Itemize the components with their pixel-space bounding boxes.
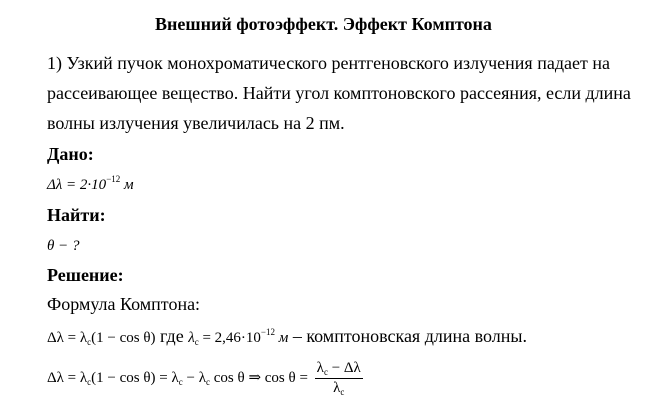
compton-formula-line (47, 326, 527, 348)
given-lhs: Δλ = 2·10 (47, 177, 107, 193)
find-heading: Найти: (47, 205, 106, 225)
given-heading: Дано: (47, 144, 94, 164)
problem-text-line-2: рассеивающее вещество. Найти угол комптоновского рассеяния, если длина (47, 83, 631, 103)
where-word: где (160, 326, 184, 346)
cos-theta-fraction (315, 360, 363, 397)
solution-heading: Решение: (47, 265, 124, 285)
derivation-text: $\Delta\lambda = \lambda_c(1 - \cos \theta) = \lambda_c - \lambda_c$ cos θ ⇒ cos θ = (47, 369, 308, 387)
document-title: Внешний фотоэффект. Эффект Комптона (155, 14, 492, 34)
given-unit: м (124, 177, 134, 193)
problem-text-line-3: волны излучения увеличилась на 2 пм. (47, 113, 345, 133)
given-exponent: −12 (106, 174, 121, 184)
compton-formula: $\Delta\lambda = \lambda_c(1 - \cos \theta)$ (47, 330, 156, 347)
problem-text-line-1: 1) Узкий пучок монохроматического рентгеновского излучения падает на (47, 53, 610, 73)
fraction-denominator: $\lambda_c$ (333, 380, 345, 397)
given-formula (47, 175, 134, 195)
find-expression: θ − ? (47, 238, 80, 254)
compton-formula-label: Формула Комптона: (47, 294, 201, 314)
lambda-c-description: – комптоновская длина волны. (288, 326, 527, 346)
lambda-c-definition: $\lambda_c = 2,46\cdot 10^{-12}$ м (188, 327, 289, 347)
fraction-numerator: $\lambda_c - \Delta\lambda$ (316, 360, 361, 377)
derivation-line (47, 360, 363, 397)
